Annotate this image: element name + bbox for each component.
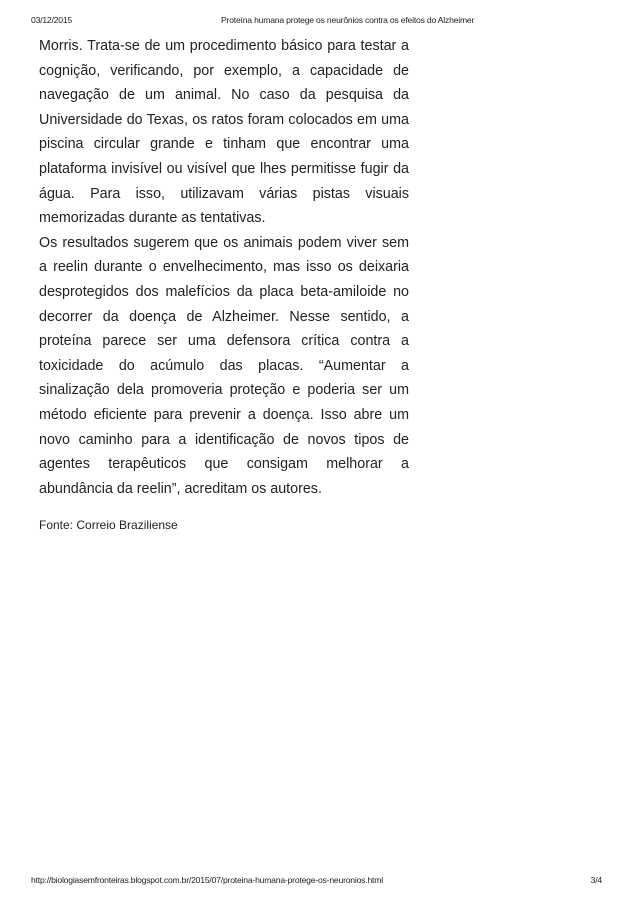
article-paragraph: Morris. Trata-se de um procedimento básico para testar a cognição, verificando, por exemplo, a capacidade de navegação de um animal. No caso da pesquisa da Universidade do Texas, os ratos foram colocados em uma piscina circular grande e tinham que encontrar uma plataforma invisível ou visível que lhes permitisse fugir da água. Para isso, utilizavam várias pistas visuais memorizadas durante as tentativas. (39, 38, 409, 227)
print-footer (31, 875, 602, 887)
page-number: 3/4 (590, 875, 602, 885)
article-paragraph: Os resultados sugerem que os animais podem viver sem a reelin durante o envelhecimento, mas isso os deixaria desprotegidos dos malefícios da placa beta-amiloide no decorrer da doença de Alzheimer. Nesse sentido, a proteína parece ser uma defensora crítica contra a toxicidade do acúmulo das placas. “Aumentar a sinalização dela promoveria proteção e poderia ser um método eficiente para prevenir a doença. Isso abre um novo caminho para a identificação de novos tipos de agentes terapêuticos que consigam melhorar a abundância da reelin”, acreditam os autores. (39, 234, 409, 497)
print-header (31, 15, 602, 27)
print-page-title: Proteína humana protege os neurônios contra os efeitos do Alzheimer (221, 15, 475, 25)
article-body (39, 34, 409, 533)
page-url: http://biologiasemfronteiras.blogspot.com.br/2015/07/proteina-humana-protege-os-neuronios.html (31, 875, 383, 885)
source-credit: Fonte: Correio Braziliense (39, 518, 178, 533)
print-date: 03/12/2015 (31, 15, 73, 25)
